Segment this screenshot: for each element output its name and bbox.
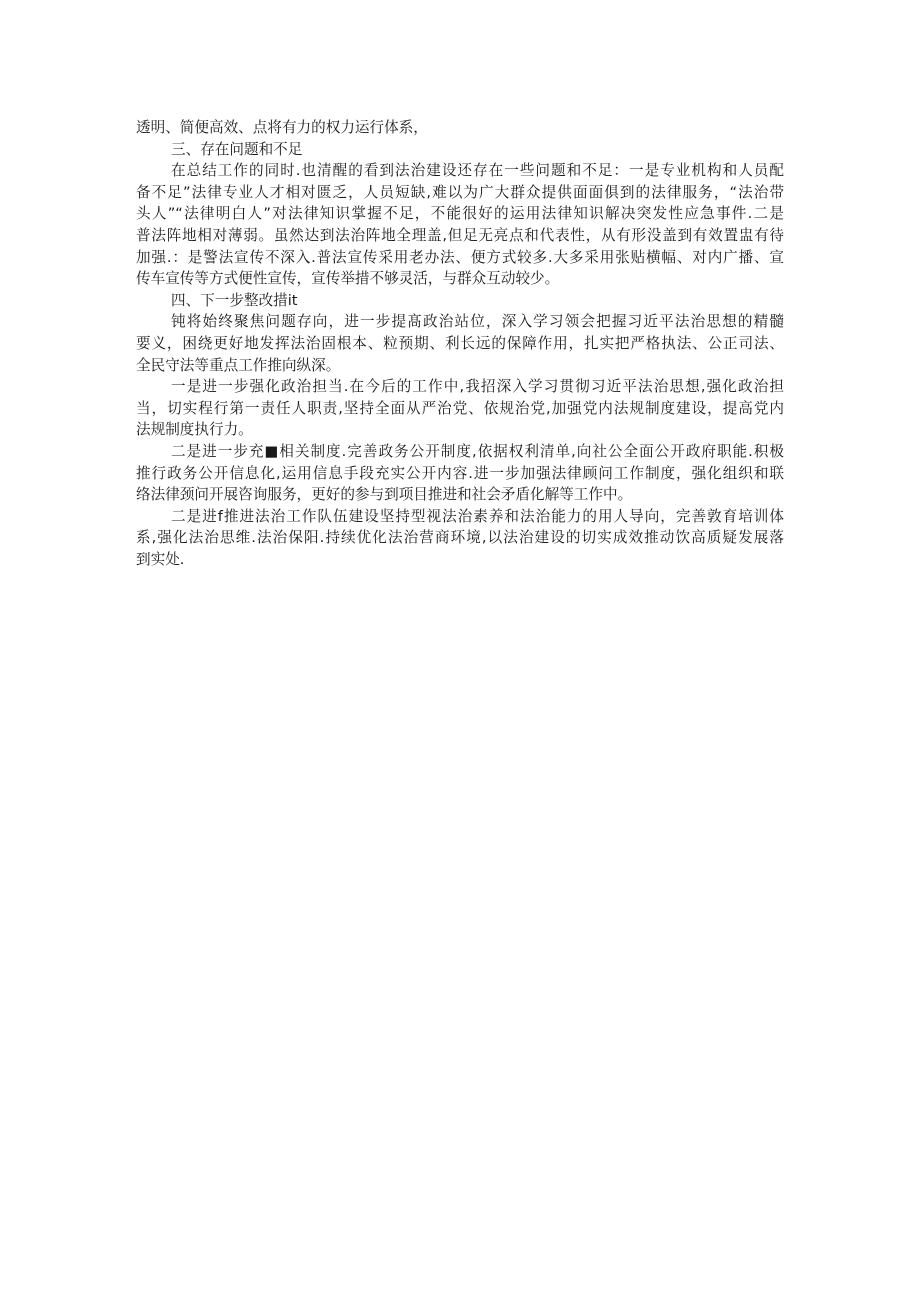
heading-text: 四、下一步整改措it	[171, 291, 298, 309]
text-line: 头人”“法律明白人”对法律知识掌握不足，不能很好的运用法律知识解决突发性应急事件.二是	[136, 205, 784, 223]
text-line: 二是进f推进法治工作队伍建设坚持型视法治素养和法治能力的用人导向，完善敦育培训体	[171, 507, 784, 525]
text-line: 透明、简便高效、点将有力的权力运行体系，	[136, 119, 428, 136]
text-line: 二是进一步充■相关制度.完善政务公开制度,依据权利清单,向社公全面公开政府职能.积极	[171, 442, 784, 460]
text-line: 络法律颈问开展咨询服务，更好的参与到项目推进和社会矛盾化解等工作中。	[136, 486, 633, 504]
text-line: 当，切实程行第一责任人职责,坚持全面从严治党、依规治党,加强党内法规制度建设，提高党内	[136, 399, 784, 417]
continuation-paragraph	[136, 117, 784, 139]
text-line: 法规制度执行力。	[136, 421, 253, 439]
text-line: 传车宣传等方式便性宣传，宣传举措不够灵活，与群众互动较少。	[136, 270, 560, 288]
section-heading-3	[136, 139, 784, 161]
paragraph-measure-3	[136, 506, 784, 571]
text-line: 在总结工作的同时.也清醒的看到法治建设还存在一些问题和不足：一是专业机构和人员配	[171, 162, 784, 180]
text-line: 普法阵地相对薄弱。虽然达到法治阵地全理盖,但足无亮点和代表性，从有形没盖到有效置盅有待	[136, 226, 784, 244]
text-line: 到实处.	[136, 550, 185, 568]
heading-text: 三、存在问题和不足	[171, 140, 303, 158]
paragraph-intro-measures	[136, 311, 784, 376]
text-line: 一是进一步强化政治担当.在今后的工作中,我招深入学习贯彻习近平法治思想,强化政治担	[171, 378, 784, 396]
text-line: 系,强化法治思维.法治保阳.持续优化法治营商环境,以法治建设的切实成效推动饮高质疑发展落	[136, 529, 784, 547]
document-page	[136, 117, 784, 570]
text-line: 加强.：是警法宣传不深入.普法宣传采用老办法、便方式较多.大多采用张贴横幅、对内广播、宣	[136, 248, 784, 266]
text-line: 全民守法等重点工作推向纵深。	[136, 356, 341, 374]
text-line: 要义，困绕更好地发挥法治固根本、粒预期、利长远的保障作用，扎实把严格执法、公正司法、	[136, 334, 784, 352]
text-line: 备不足”法律专业人才相对匮乏，人员短缺,难以为广大群众提供面面俱到的法律服务，“法治带	[136, 183, 784, 201]
text-line: 钝将始终聚焦问题存向，进一步提髙政治站位，深入学习领会把握习近平法治思想的精髓	[171, 313, 784, 331]
text-line: 推行政务公开信息化,运用信息手段充实公开内容.进一步加强法律顾问工作制度，强化组织和联	[136, 464, 784, 482]
paragraph-measure-1	[136, 376, 784, 441]
paragraph-problems	[136, 160, 784, 290]
section-heading-4	[136, 290, 784, 312]
paragraph-measure-2	[136, 441, 784, 506]
